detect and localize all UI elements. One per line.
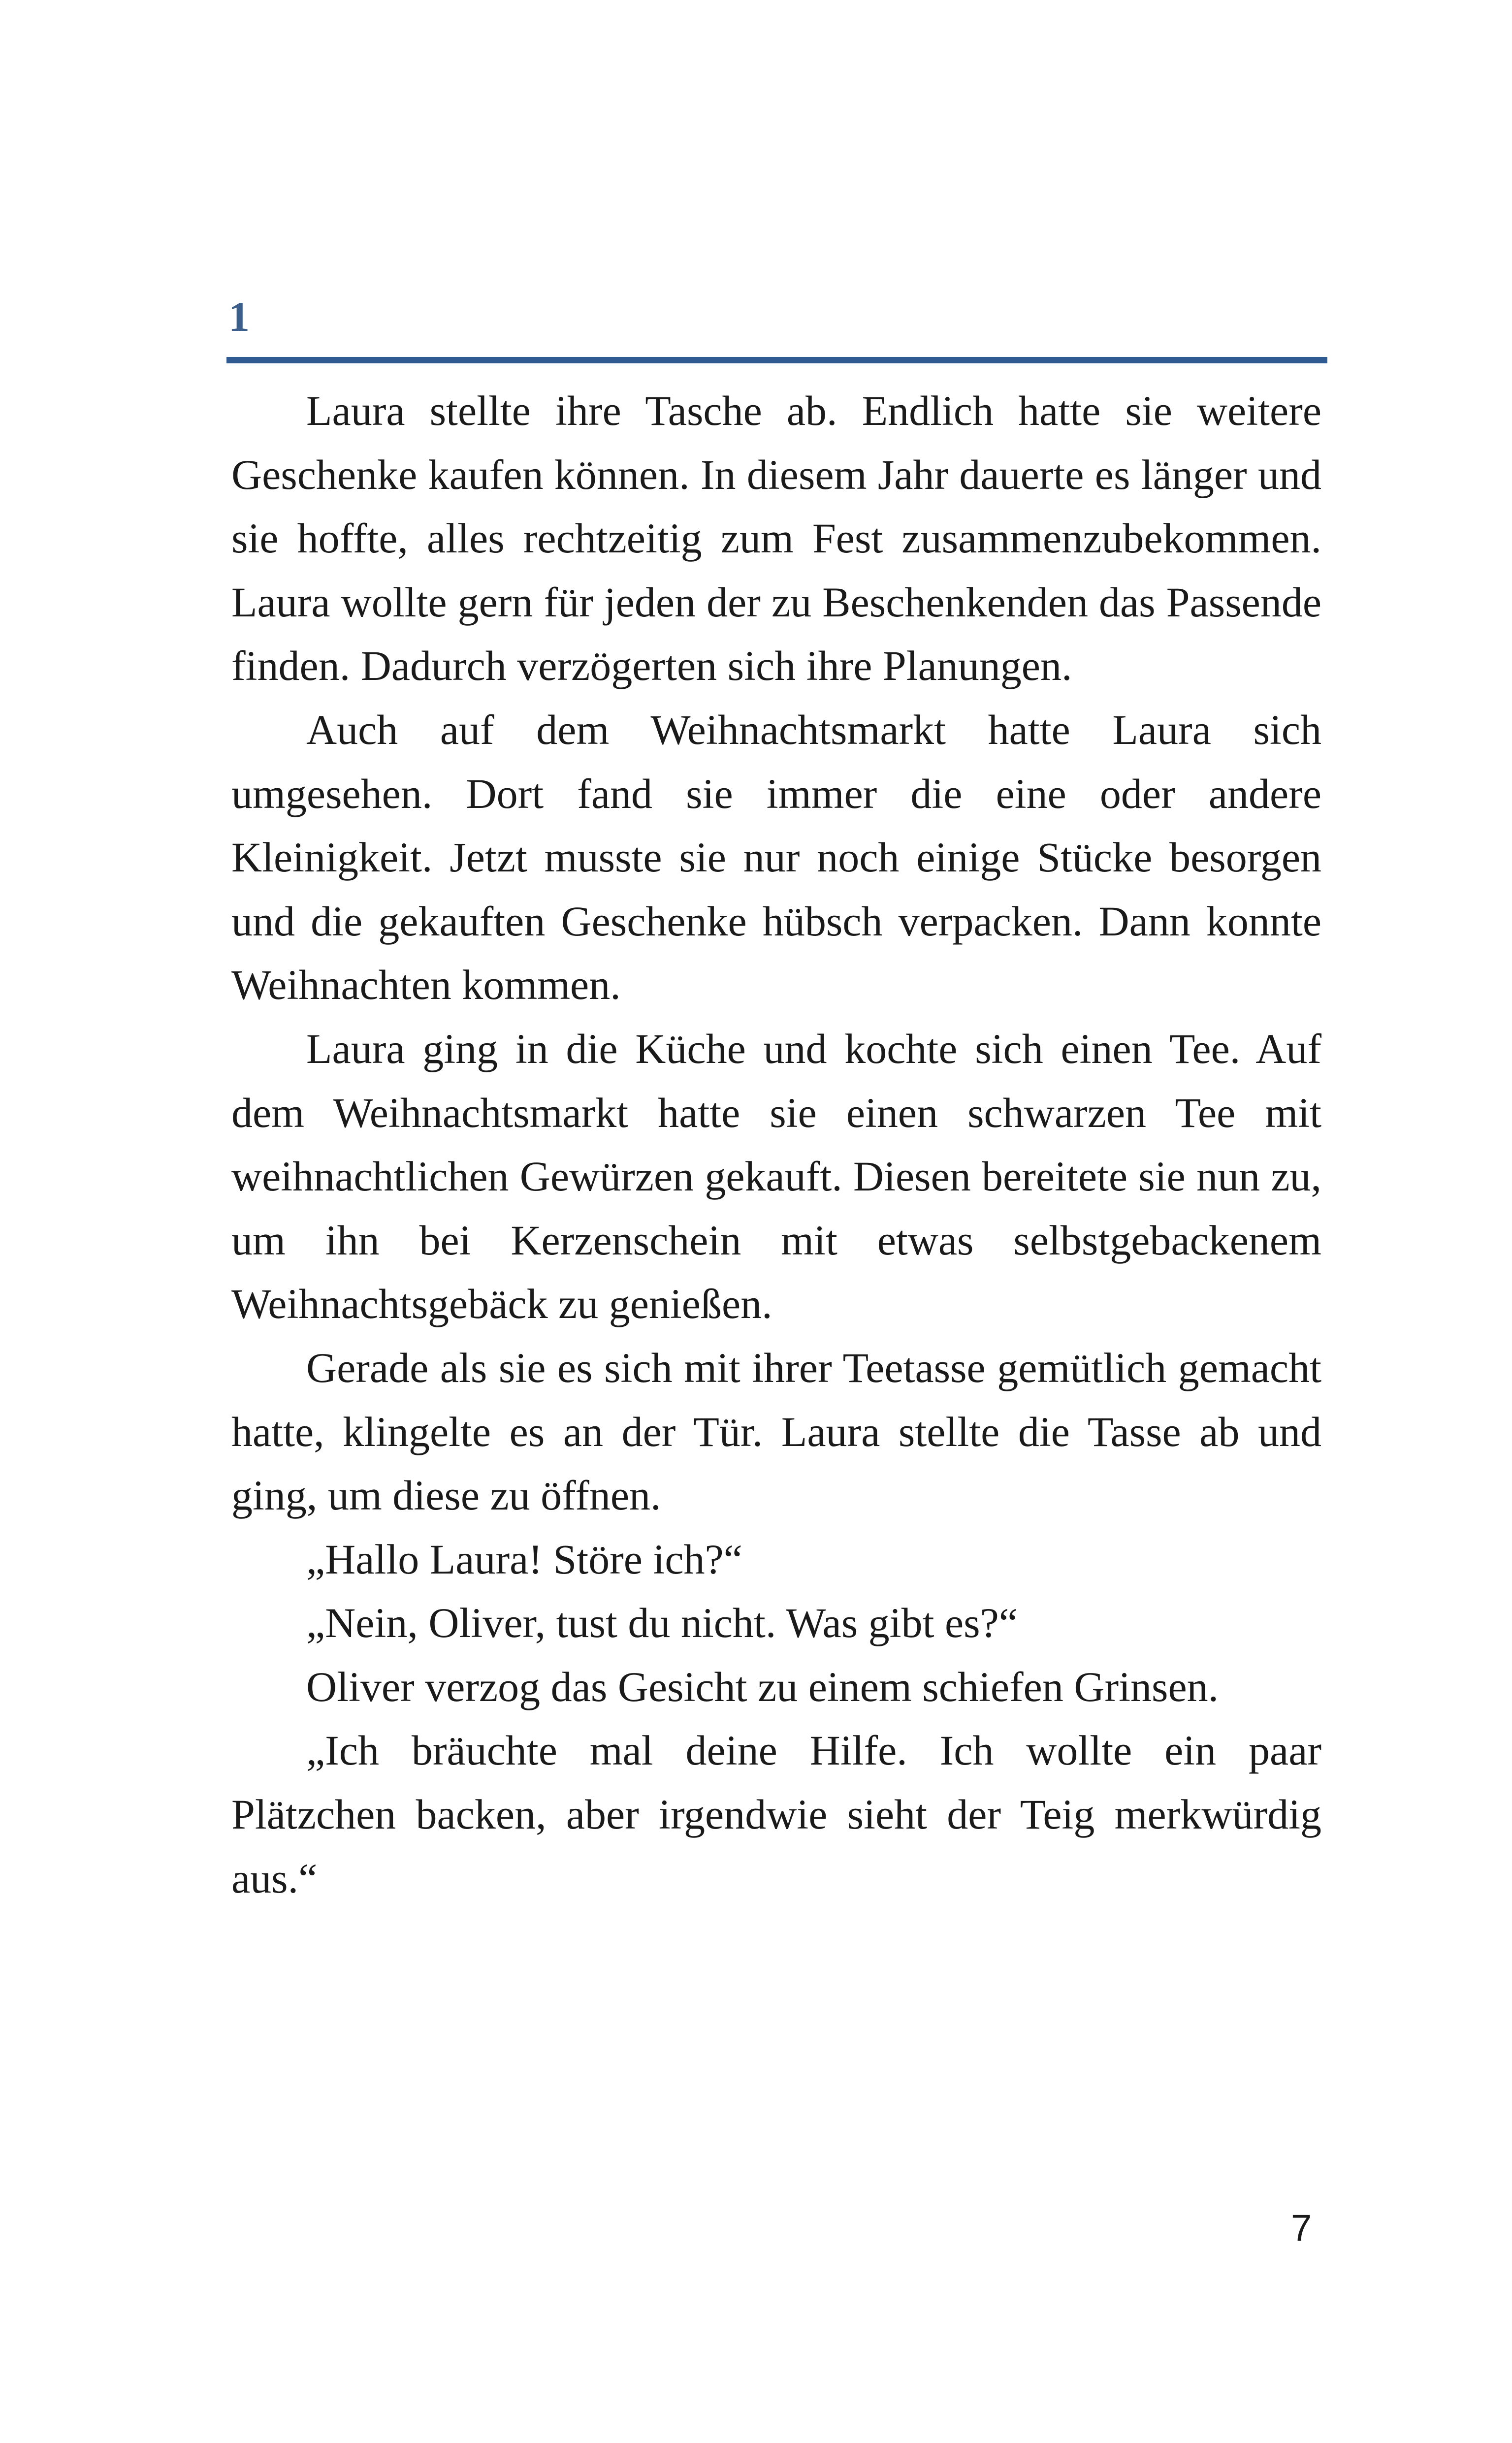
page-number: 7 [1291, 2207, 1312, 2249]
paragraph: „Hallo Laura! Störe ich?“ [306, 1535, 742, 1583]
paragraph: „Nein, Oliver, tust du nicht. Was gibt es?“ [306, 1599, 1018, 1647]
paragraph: Auch auf dem Weihnachtsmarkt hatte Laura sich umgesehen. Dort fand sie immer die eine oder andere Kleinigkeit. Jetzt musste sie nur noch einige Stücke besorgen und die gekauften Geschenke hübsch verpacken. Dann konnte Weihnachten kommen. [231, 706, 1321, 1009]
paragraph: Laura ging in die Küche und kochte sich einen Tee. Auf dem Weihnachtsmarkt hatte sie einen schwarzen Tee mit weihnachtlichen Gewürzen gekauft. Diesen bereitete sie nun zu, um ihn bei Kerzenschein mit etwas selbstgebackenem Weihnachtsgebäck zu genießen. [231, 1025, 1321, 1328]
chapter-rule [226, 357, 1327, 363]
paragraph: Laura stellte ihre Tasche ab. Endlich hatte sie weitere Geschenke kaufen können. In diesem Jahr dauerte es länger und sie hoffte, alles rechtzeitig zum Fest zusammenzubekommen. Laura wollte gern für jeden der zu Beschenkenden das Passende finden. Dadurch verzögerten sich ihre Planungen. [231, 387, 1321, 690]
paragraph: „Ich bräuchte mal deine Hilfe. Ich wollte ein paar Plätzchen backen, aber irgendwie sieht der Teig merkwürdig aus.“ [231, 1727, 1321, 1902]
body-text [231, 379, 1321, 1910]
chapter-number: 1 [228, 293, 250, 340]
paragraph: Gerade als sie es sich mit ihrer Teetasse gemütlich gemacht hatte, klingelte es an der Tür. Laura stellte die Tasse ab und ging, um diese zu öffnen. [231, 1344, 1321, 1519]
paragraph: Oliver verzog das Gesicht zu einem schiefen Grinsen. [306, 1663, 1219, 1710]
